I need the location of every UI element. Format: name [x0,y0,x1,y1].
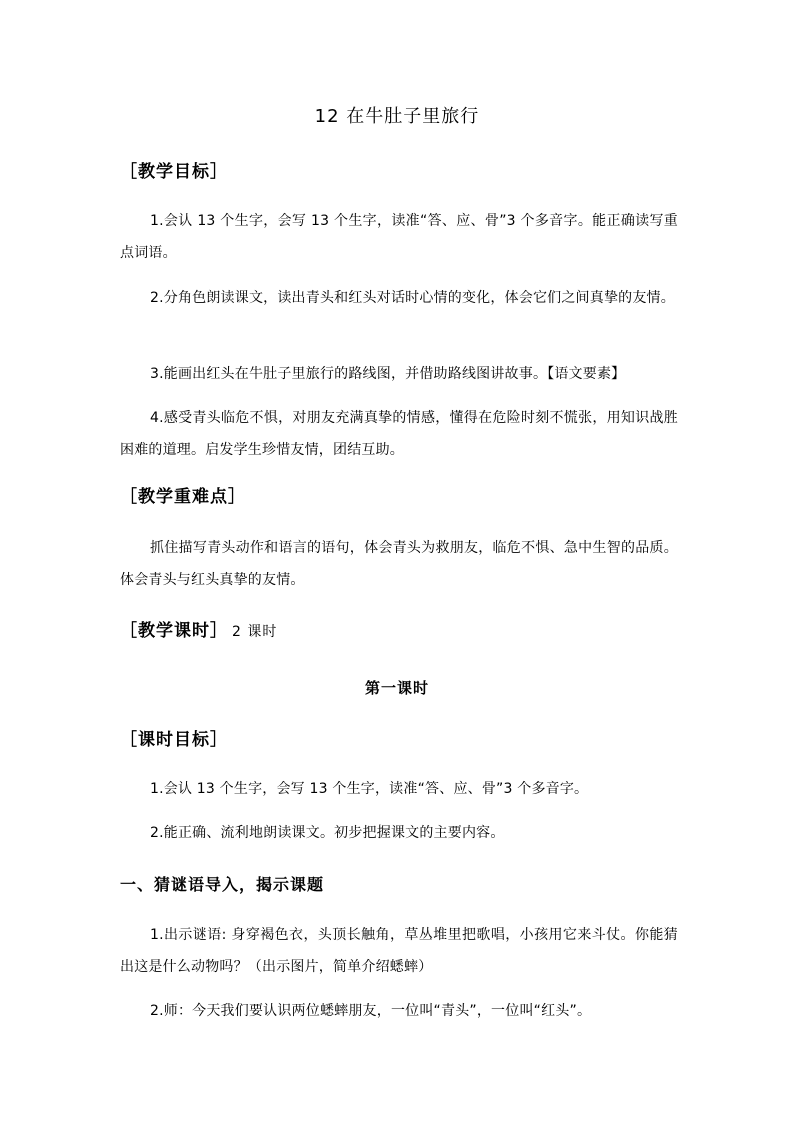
section-one-item-2: 2.师：今天我们要认识两位蟋蟀朋友，一位叫“青头”，一位叫“红头”。 [150,1003,592,1019]
objective-item-3: 3.能画出红头在牛肚子里旅行的路线图，并借助路线图讲故事。【语文要素】 [150,366,626,382]
objective-item-4: 4.感受青头临危不惧，对朋友充满真挚的情感，懂得在危险时刻不慌张，用知识战胜困难的道理。启发学生珍惜友情，团结互助。 [120,410,678,458]
objective-item-1: 1.会认 13 个生字，会写 13 个生字，读准“答、应、骨”3 个多音字。能正确读写重点词语。 [120,213,678,261]
period-objective-2: 2.能正确、流利地朗读课文。初步把握课文的主要内容。 [150,825,505,841]
first-period-title: 第一课时 [364,679,429,697]
period-objectives-heading: ［课时目标］ [120,730,228,750]
objectives-heading: ［教学目标］ [120,162,228,182]
section-one-heading: 一、猜谜语导入，揭示课题 [120,875,325,894]
section-one-item-1: 1.出示谜语: 身穿褐色衣，头顶长触角，草丛堆里把歌唱，小孩用它来斗仗。你能猜出这是什么动物吗？（出示图片，简单介绍蟋蟀） [120,927,678,975]
periods-value: 2 课时 [232,624,278,640]
key-points-text: 抓住描写青头动作和语言的语句，体会青头为救朋友，临危不惧、急中生智的品质。体会青头与红头真挚的友情。 [120,540,678,588]
periods-label: ［教学课时］ [120,621,228,641]
lesson-title: 12 在牛肚子里旅行 [314,106,480,127]
key-points-heading: ［教学重难点］ [120,487,246,507]
objective-item-2: 2.分角色朗读课文，读出青头和红头对话时心情的变化，体会它们之间真挚的友情。 [150,290,675,306]
periods-heading [120,618,277,645]
period-objective-1: 1.会认 13 个生字，会写 13 个生字，读准“答、应、骨”3 个多音字。 [150,781,589,797]
